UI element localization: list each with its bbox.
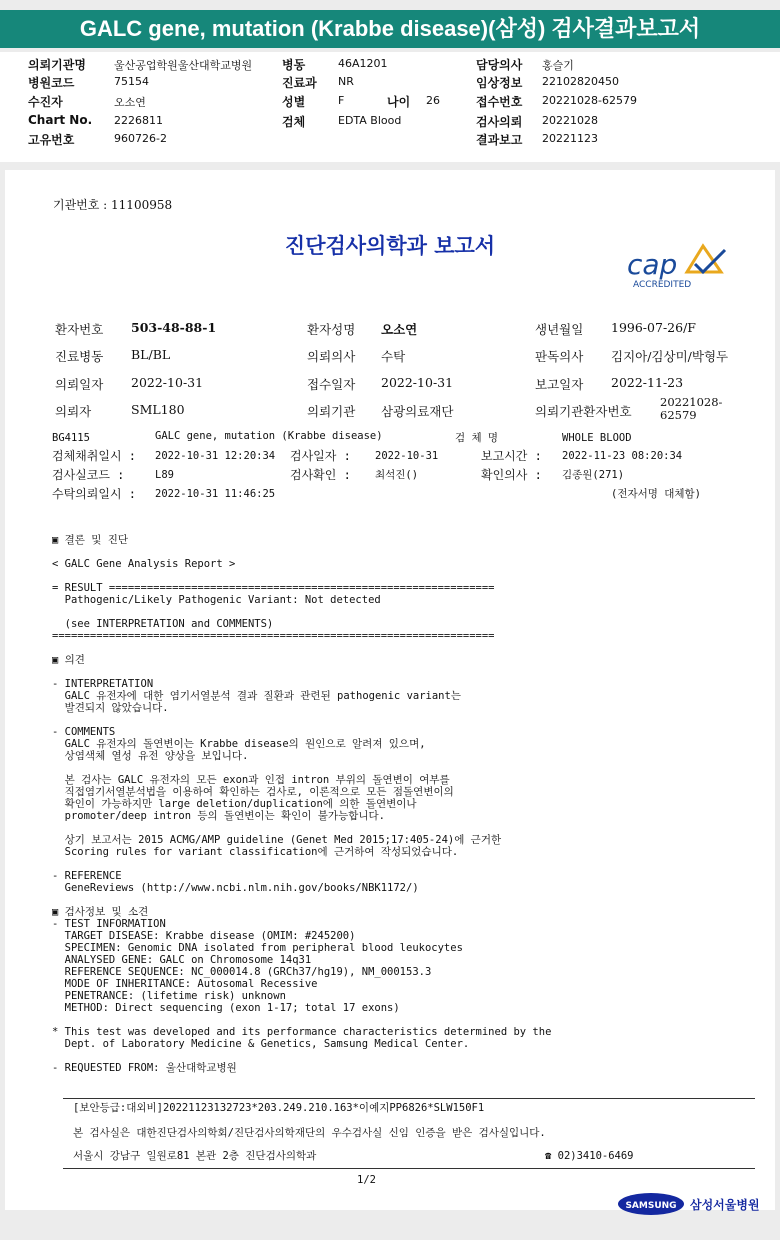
institution-number: 기관번호 : 11100958 bbox=[53, 198, 173, 212]
info-label: 수탁의뢰일시 : bbox=[52, 487, 137, 501]
header-label: 의뢰기관명 bbox=[28, 58, 86, 72]
lab-phone: ☎ 02)3410-6469 bbox=[545, 1150, 634, 1162]
report-line bbox=[52, 1050, 551, 1062]
info-value: 2022-10-31 bbox=[375, 450, 439, 462]
divider-top bbox=[63, 1098, 755, 1099]
certification-note: 본 검사실은 대한진단검사의학회/진단검사의학재단의 우수검사실 신임 인증을 받은 검사실입니다. bbox=[73, 1127, 546, 1139]
info-label: 확인의사 : bbox=[481, 468, 542, 482]
report-line: GeneReviews (http://www.ncbi.nlm.nih.gov/books/NBK1172/) bbox=[52, 882, 419, 894]
header-value: F bbox=[338, 94, 345, 107]
header-value: NR bbox=[338, 75, 354, 88]
patient-field-label: 환자성명 bbox=[307, 322, 356, 337]
age-value: 26 bbox=[426, 94, 440, 107]
patient-field-value: 20221028-62579 bbox=[660, 395, 723, 422]
report-line: ====================================================================== bbox=[52, 630, 495, 642]
report-line bbox=[52, 894, 551, 906]
divider-bottom bbox=[63, 1168, 755, 1169]
report-page bbox=[5, 170, 775, 1210]
report-line: ▣ 결론 및 진단 bbox=[52, 534, 129, 546]
page-number: 1/2 bbox=[357, 1174, 376, 1186]
patient-field-value: 오소연 bbox=[381, 322, 418, 337]
report-line: Scoring rules for variant classification에 근거하여 작성되었습니다. bbox=[52, 846, 459, 858]
patient-field-label: 생년월일 bbox=[535, 322, 584, 337]
report-line: METHOD: Direct sequencing (exon 1-17; total 17 exons) bbox=[52, 1002, 400, 1014]
report-line: GALC 유전자에 대한 염기서열분석 결과 질환과 관련된 pathogenic variant는 bbox=[52, 690, 461, 702]
report-line: PENETRANCE: (lifetime risk) unknown bbox=[52, 990, 286, 1002]
report-line bbox=[52, 822, 551, 834]
report-line: ▣ 검사정보 및 소견 bbox=[52, 906, 149, 918]
report-line: - COMMENTS bbox=[52, 726, 116, 738]
header-value: 울산공업학원울산대학교병원 bbox=[114, 59, 253, 72]
header-value: 오소연 bbox=[114, 96, 146, 109]
header-value: 46A1201 bbox=[338, 57, 388, 70]
info-label: 검사실코드 : bbox=[52, 468, 125, 482]
cap-accredited-logo bbox=[625, 242, 735, 292]
age-label: 나이 bbox=[387, 95, 411, 109]
patient-field-label: 의뢰기관 bbox=[307, 404, 356, 419]
report-line: 직접염기서열분석법을 이용하여 확인하는 검사로, 이론적으로 모든 점돌연변이의 bbox=[52, 786, 454, 798]
header-value: 20221123 bbox=[542, 132, 598, 145]
report-line: - REQUESTED FROM: 울산대학교병원 bbox=[52, 1062, 237, 1074]
report-line: promoter/deep intron 등의 돌연변이는 확인이 불가능합니다. bbox=[52, 810, 385, 822]
header-label: 수진자 bbox=[28, 95, 63, 109]
patient-field-value: SML180 bbox=[131, 402, 185, 417]
report-line bbox=[52, 570, 551, 582]
header-value: 20221028-62579 bbox=[542, 94, 637, 107]
header-label: 고유번호 bbox=[28, 133, 75, 147]
header-label: 결과보고 bbox=[476, 133, 523, 147]
electronic-signature-note: (전자서명 대체함) bbox=[611, 488, 701, 500]
specimen-label: 검 체 명 bbox=[455, 432, 499, 444]
report-line bbox=[52, 642, 551, 654]
report-line: - TEST INFORMATION bbox=[52, 918, 166, 930]
patient-field-value: 김지아/김상미/박형두 bbox=[611, 349, 729, 364]
header-value: 2226811 bbox=[114, 114, 163, 127]
report-line: SPECIMEN: Genomic DNA isolated from peripheral blood leukocytes bbox=[52, 942, 463, 954]
test-code: BG4115 bbox=[52, 432, 90, 444]
test-name: GALC gene, mutation (Krabbe disease) bbox=[155, 430, 383, 442]
info-label: 보고시간 : bbox=[481, 449, 542, 463]
patient-field-value: 503-48-88-1 bbox=[131, 320, 217, 335]
report-line bbox=[52, 666, 551, 678]
header-label: 담당의사 bbox=[476, 58, 523, 72]
header-info bbox=[0, 52, 780, 162]
report-line bbox=[52, 546, 551, 558]
header-label: 병원코드 bbox=[28, 76, 75, 90]
patient-field-value: 삼광의료재단 bbox=[381, 404, 454, 419]
report-line: MODE OF INHERITANCE: Autosomal Recessive bbox=[52, 978, 318, 990]
specimen-value: WHOLE BLOOD bbox=[562, 432, 632, 444]
header-value: 22102820450 bbox=[542, 75, 619, 88]
report-line: 본 검사는 GALC 유전자의 모든 exon과 인접 intron 부위의 돌연변이 여부를 bbox=[52, 774, 450, 786]
samsung-brand: SAMSUNG bbox=[625, 1201, 677, 1211]
info-label: 검체채취일시 : bbox=[52, 449, 137, 463]
patient-field-label: 환자번호 bbox=[55, 322, 104, 337]
header-label: 진료과 bbox=[282, 76, 317, 90]
report-line: 상기 보고서는 2015 ACMG/AMP guideline (Genet Med 2015;17:405-24)에 근거한 bbox=[52, 834, 502, 846]
info-value: L89 bbox=[155, 469, 174, 481]
patient-field-value: 수탁 bbox=[381, 349, 406, 364]
info-label: 검사일자 : bbox=[290, 449, 351, 463]
header-value: EDTA Blood bbox=[338, 114, 402, 127]
patient-field-label: 보고일자 bbox=[535, 377, 584, 392]
lab-address: 서울시 강남구 일원로81 본관 2층 진단검사의학과 bbox=[73, 1150, 317, 1162]
patient-field-value: BL/BL bbox=[131, 347, 171, 362]
report-line: < GALC Gene Analysis Report > bbox=[52, 558, 236, 570]
report-line: GALC 유전자의 돌연변이는 Krabbe disease의 원인으로 알려져 있으며, bbox=[52, 738, 426, 750]
info-value: 2022-11-23 08:20:34 bbox=[562, 450, 683, 462]
report-line bbox=[52, 714, 551, 726]
patient-field-label: 의뢰의사 bbox=[307, 349, 356, 364]
info-value: 최석진() bbox=[375, 469, 419, 481]
report-line: Dept. of Laboratory Medicine & Genetics, Samsung Medical Center. bbox=[52, 1038, 470, 1050]
report-line: * This test was developed and its performance characteristics determined by the bbox=[52, 1026, 552, 1038]
patient-field-label: 접수일자 bbox=[307, 377, 356, 392]
patient-field-label: 의뢰일자 bbox=[55, 377, 104, 392]
info-value: 김종원(271) bbox=[562, 469, 625, 481]
patient-field-label: 의뢰자 bbox=[55, 404, 92, 419]
patient-field-value: 2022-11-23 bbox=[611, 375, 684, 390]
report-line: - REFERENCE bbox=[52, 870, 122, 882]
cap-logo-text: cap bbox=[627, 248, 678, 281]
report-line: - INTERPRETATION bbox=[52, 678, 154, 690]
info-label: 검사확인 : bbox=[290, 468, 351, 482]
report-title: GALC gene, mutation (Krabbe disease)(삼성) 검사결과보고서 bbox=[0, 10, 780, 48]
header-label: 임상정보 bbox=[476, 76, 523, 90]
header-value: 75154 bbox=[114, 75, 149, 88]
info-value: 2022-10-31 11:46:25 bbox=[155, 488, 276, 500]
header-label: 병동 bbox=[282, 58, 306, 72]
hospital-name: 삼성서울병원 bbox=[690, 1198, 760, 1212]
report-line: TARGET DISEASE: Krabbe disease (OMIM: #245200) bbox=[52, 930, 356, 942]
report-line bbox=[52, 858, 551, 870]
info-value: 2022-10-31 12:20:34 bbox=[155, 450, 276, 462]
report-line: ANALYSED GENE: GALC on Chromosome 14q31 bbox=[52, 954, 312, 966]
header-value: 960726-2 bbox=[114, 132, 167, 145]
patient-field-label: 판독의사 bbox=[535, 349, 584, 364]
report-line bbox=[52, 762, 551, 774]
header-label: Chart No. bbox=[28, 113, 93, 127]
patient-field-label: 진료병동 bbox=[55, 349, 104, 364]
patient-field-value: 1996-07-26/F bbox=[611, 320, 696, 335]
report-line: 발견되지 않았습니다. bbox=[52, 702, 169, 714]
patient-field-label: 의뢰기관환자번호 bbox=[535, 404, 632, 419]
patient-field-value: 2022-10-31 bbox=[131, 375, 204, 390]
samsung-hospital-logo bbox=[618, 1190, 768, 1222]
report-line bbox=[52, 1014, 551, 1026]
header-label: 성별 bbox=[282, 95, 306, 109]
report-line bbox=[52, 606, 551, 618]
report-line: (see INTERPRETATION and COMMENTS) bbox=[52, 618, 274, 630]
report-line: = RESULT ============================================================= bbox=[52, 582, 495, 594]
security-line: [보안등급:대외비]20221123132723*203.249.210.163*이예지PP6826*SLW150F1 bbox=[73, 1102, 485, 1114]
header-label: 검사의뢰 bbox=[476, 115, 523, 129]
report-body bbox=[52, 534, 551, 1074]
header-label: 검체 bbox=[282, 115, 306, 129]
report-line: REFERENCE SEQUENCE: NC_000014.8 (GRCh37/hg19), NM_000153.3 bbox=[52, 966, 432, 978]
header-label: 접수번호 bbox=[476, 95, 523, 109]
patient-field-value: 2022-10-31 bbox=[381, 375, 454, 390]
report-line: Pathogenic/Likely Pathogenic Variant: Not detected bbox=[52, 594, 381, 606]
report-heading: 진단검사의학과 보고서 bbox=[284, 233, 496, 258]
header-value: 20221028 bbox=[542, 114, 598, 127]
cap-accredited-text: ACCREDITED bbox=[633, 280, 692, 290]
report-line: 상염색체 열성 유전 양상을 보입니다. bbox=[52, 750, 249, 762]
header-value: 홍슬기 bbox=[542, 59, 574, 72]
report-line: 확인이 가능하지만 large deletion/duplication에 의한 돌연변이나 bbox=[52, 798, 417, 810]
report-line: ▣ 의견 bbox=[52, 654, 85, 666]
